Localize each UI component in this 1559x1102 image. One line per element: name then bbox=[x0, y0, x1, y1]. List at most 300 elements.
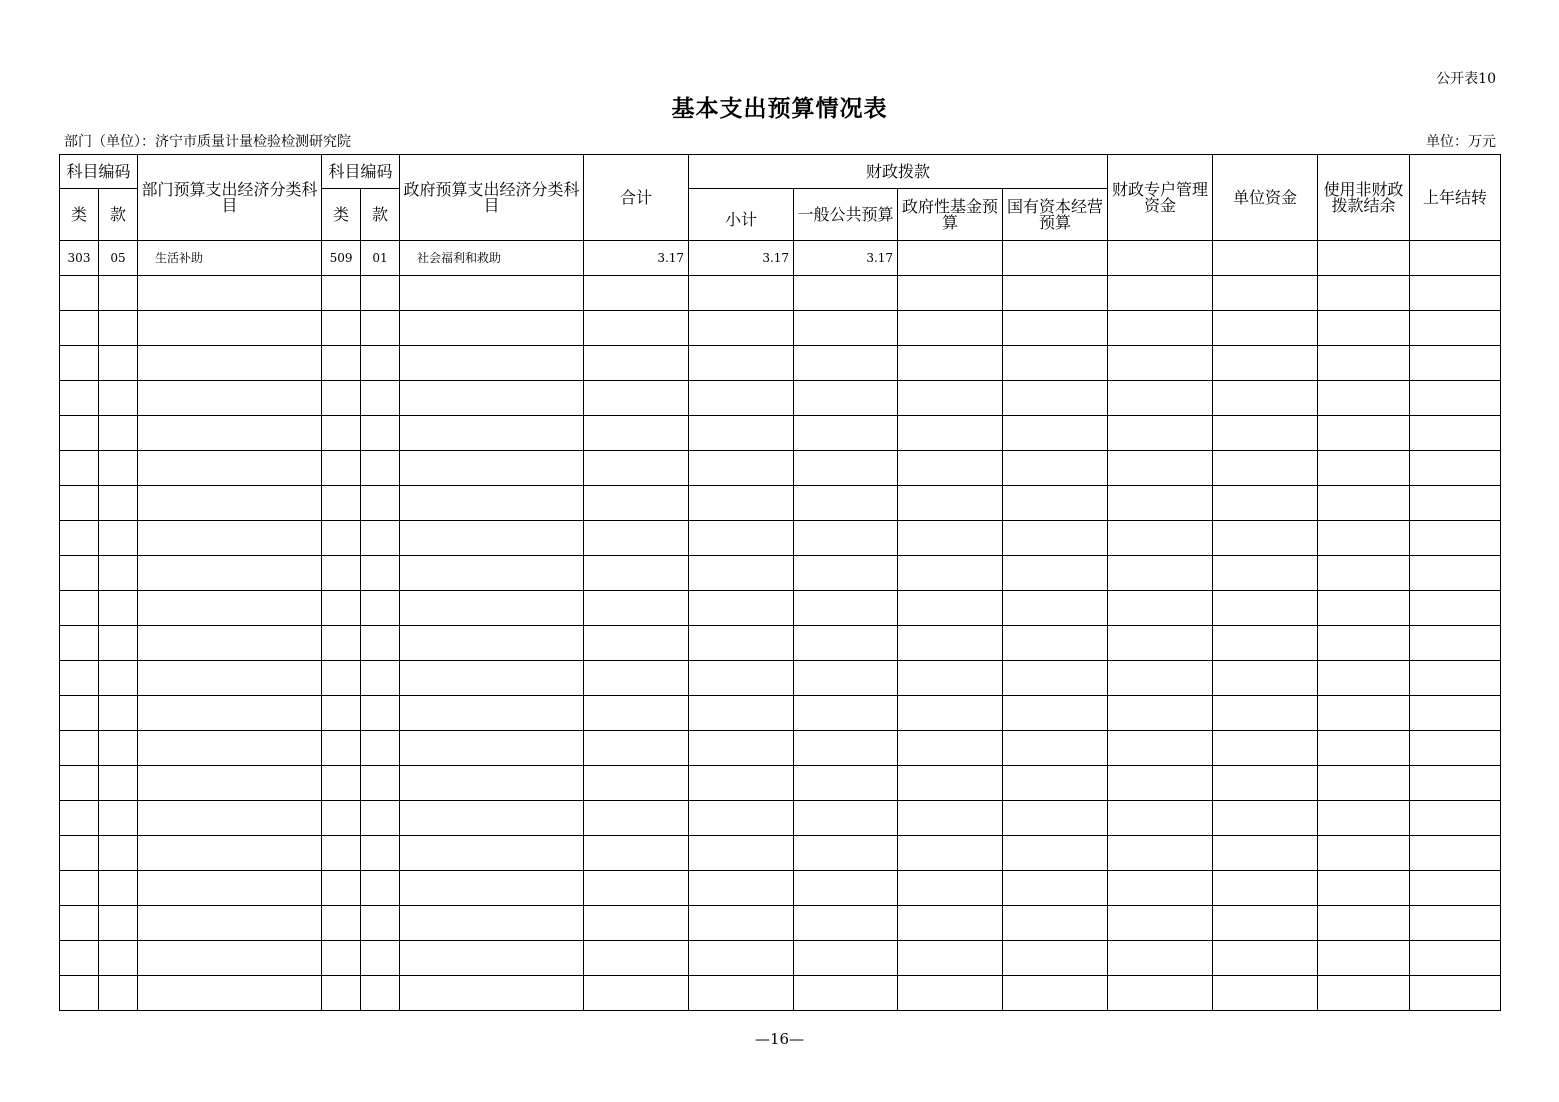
cell-subtotal bbox=[689, 626, 794, 661]
cell-kuan-gov bbox=[361, 486, 400, 521]
cell-gov-fund bbox=[898, 486, 1003, 521]
cell-unit-fund bbox=[1213, 836, 1318, 871]
table-row bbox=[60, 486, 1501, 521]
table-row bbox=[60, 731, 1501, 766]
cell-lei-dept bbox=[60, 731, 99, 766]
cell-total bbox=[584, 346, 689, 381]
table-row bbox=[60, 451, 1501, 486]
cell-state-capital bbox=[1003, 276, 1108, 311]
table-row bbox=[60, 801, 1501, 836]
cell-gov-fund bbox=[898, 276, 1003, 311]
cell-special-fund bbox=[1108, 941, 1213, 976]
cell-special-fund bbox=[1108, 381, 1213, 416]
cell-total bbox=[584, 731, 689, 766]
table-row bbox=[60, 906, 1501, 941]
cell-subtotal bbox=[689, 276, 794, 311]
cell-last-year bbox=[1410, 486, 1501, 521]
cell-dept-subject bbox=[138, 311, 322, 346]
cell-special-fund bbox=[1108, 311, 1213, 346]
cell-kuan-gov bbox=[361, 416, 400, 451]
cell-subtotal bbox=[689, 696, 794, 731]
cell-special-fund bbox=[1108, 486, 1213, 521]
budget-table bbox=[59, 154, 1501, 1011]
cell-lei-dept bbox=[60, 871, 99, 906]
cell-subtotal bbox=[689, 941, 794, 976]
cell-total bbox=[584, 591, 689, 626]
cell-gov-fund bbox=[898, 871, 1003, 906]
cell-state-capital bbox=[1003, 451, 1108, 486]
cell-state-capital bbox=[1003, 906, 1108, 941]
cell-total bbox=[584, 871, 689, 906]
table-row bbox=[60, 941, 1501, 976]
cell-kuan-dept bbox=[99, 276, 138, 311]
cell-general-budget bbox=[794, 556, 898, 591]
cell-lei-gov bbox=[322, 661, 361, 696]
cell-non-fiscal-balance bbox=[1318, 381, 1410, 416]
cell-state-capital bbox=[1003, 801, 1108, 836]
cell-unit-fund bbox=[1213, 276, 1318, 311]
cell-subtotal bbox=[689, 906, 794, 941]
cell-general-budget bbox=[794, 696, 898, 731]
cell-total bbox=[584, 661, 689, 696]
cell-lei-dept bbox=[60, 416, 99, 451]
cell-lei-gov bbox=[322, 416, 361, 451]
cell-non-fiscal-balance bbox=[1318, 451, 1410, 486]
cell-subtotal: 3.17 bbox=[689, 241, 794, 276]
cell-unit-fund bbox=[1213, 591, 1318, 626]
cell-total: 3.17 bbox=[584, 241, 689, 276]
cell-lei-dept bbox=[60, 556, 99, 591]
cell-dept-subject bbox=[138, 346, 322, 381]
cell-kuan-gov bbox=[361, 556, 400, 591]
cell-kuan-gov bbox=[361, 871, 400, 906]
cell-dept-subject bbox=[138, 556, 322, 591]
cell-total bbox=[584, 906, 689, 941]
cell-dept-subject bbox=[138, 451, 322, 486]
header-last-year: 上年结转 bbox=[1410, 155, 1501, 241]
cell-kuan-dept bbox=[99, 626, 138, 661]
cell-kuan-gov bbox=[361, 661, 400, 696]
cell-last-year bbox=[1410, 346, 1501, 381]
cell-dept-subject bbox=[138, 381, 322, 416]
cell-special-fund bbox=[1108, 626, 1213, 661]
cell-dept-subject bbox=[138, 591, 322, 626]
cell-special-fund bbox=[1108, 556, 1213, 591]
cell-subtotal bbox=[689, 731, 794, 766]
cell-kuan-dept bbox=[99, 416, 138, 451]
cell-special-fund bbox=[1108, 521, 1213, 556]
cell-last-year bbox=[1410, 871, 1501, 906]
cell-non-fiscal-balance bbox=[1318, 731, 1410, 766]
cell-state-capital bbox=[1003, 731, 1108, 766]
table-row bbox=[60, 626, 1501, 661]
cell-kuan-gov bbox=[361, 801, 400, 836]
cell-gov-fund bbox=[898, 451, 1003, 486]
cell-total bbox=[584, 976, 689, 1011]
cell-unit-fund bbox=[1213, 801, 1318, 836]
header-total: 合计 bbox=[584, 155, 689, 241]
cell-subtotal bbox=[689, 556, 794, 591]
cell-last-year bbox=[1410, 976, 1501, 1011]
cell-total bbox=[584, 381, 689, 416]
cell-gov-fund bbox=[898, 836, 1003, 871]
cell-lei-gov bbox=[322, 381, 361, 416]
cell-last-year bbox=[1410, 521, 1501, 556]
cell-lei-dept bbox=[60, 801, 99, 836]
cell-last-year bbox=[1410, 381, 1501, 416]
table-row bbox=[60, 661, 1501, 696]
cell-gov-subject bbox=[400, 311, 584, 346]
cell-special-fund bbox=[1108, 696, 1213, 731]
cell-total bbox=[584, 521, 689, 556]
cell-lei-gov: 509 bbox=[322, 241, 361, 276]
header-lei-dept: 类 bbox=[60, 189, 99, 241]
cell-lei-dept bbox=[60, 276, 99, 311]
table-row bbox=[60, 696, 1501, 731]
cell-lei-dept bbox=[60, 766, 99, 801]
cell-state-capital bbox=[1003, 311, 1108, 346]
cell-gov-fund bbox=[898, 521, 1003, 556]
cell-state-capital bbox=[1003, 416, 1108, 451]
cell-non-fiscal-balance bbox=[1318, 556, 1410, 591]
cell-kuan-dept bbox=[99, 836, 138, 871]
header-code-group-dept: 科目编码 bbox=[60, 155, 138, 189]
cell-unit-fund bbox=[1213, 241, 1318, 276]
cell-non-fiscal-balance bbox=[1318, 836, 1410, 871]
cell-lei-dept bbox=[60, 626, 99, 661]
cell-non-fiscal-balance bbox=[1318, 696, 1410, 731]
cell-gov-subject bbox=[400, 731, 584, 766]
table-row bbox=[60, 346, 1501, 381]
cell-unit-fund bbox=[1213, 696, 1318, 731]
cell-kuan-dept: 05 bbox=[99, 241, 138, 276]
cell-gov-subject bbox=[400, 836, 584, 871]
cell-dept-subject bbox=[138, 626, 322, 661]
cell-unit-fund bbox=[1213, 416, 1318, 451]
cell-gov-subject bbox=[400, 661, 584, 696]
cell-kuan-gov bbox=[361, 346, 400, 381]
table-row bbox=[60, 871, 1501, 906]
cell-non-fiscal-balance bbox=[1318, 311, 1410, 346]
cell-subtotal bbox=[689, 591, 794, 626]
cell-gov-subject bbox=[400, 766, 584, 801]
cell-kuan-gov bbox=[361, 276, 400, 311]
cell-general-budget bbox=[794, 871, 898, 906]
cell-state-capital bbox=[1003, 591, 1108, 626]
cell-state-capital bbox=[1003, 941, 1108, 976]
cell-subtotal bbox=[689, 801, 794, 836]
cell-gov-subject bbox=[400, 276, 584, 311]
cell-lei-gov bbox=[322, 766, 361, 801]
cell-non-fiscal-balance bbox=[1318, 276, 1410, 311]
cell-total bbox=[584, 836, 689, 871]
cell-lei-gov bbox=[322, 346, 361, 381]
cell-gov-subject bbox=[400, 416, 584, 451]
cell-state-capital bbox=[1003, 521, 1108, 556]
cell-last-year bbox=[1410, 906, 1501, 941]
cell-unit-fund bbox=[1213, 556, 1318, 591]
cell-general-budget bbox=[794, 766, 898, 801]
cell-last-year bbox=[1410, 731, 1501, 766]
cell-special-fund bbox=[1108, 836, 1213, 871]
cell-general-budget bbox=[794, 731, 898, 766]
cell-gov-subject bbox=[400, 486, 584, 521]
cell-lei-dept bbox=[60, 486, 99, 521]
cell-unit-fund bbox=[1213, 381, 1318, 416]
cell-lei-dept bbox=[60, 696, 99, 731]
cell-dept-subject: 生活补助 bbox=[138, 241, 322, 276]
cell-gov-fund bbox=[898, 556, 1003, 591]
cell-unit-fund bbox=[1213, 871, 1318, 906]
cell-kuan-dept bbox=[99, 871, 138, 906]
cell-kuan-dept bbox=[99, 381, 138, 416]
cell-subtotal bbox=[689, 311, 794, 346]
cell-lei-gov bbox=[322, 871, 361, 906]
cell-last-year bbox=[1410, 626, 1501, 661]
cell-state-capital bbox=[1003, 976, 1108, 1011]
cell-unit-fund bbox=[1213, 311, 1318, 346]
header-lei-gov: 类 bbox=[322, 189, 361, 241]
cell-general-budget bbox=[794, 661, 898, 696]
cell-total bbox=[584, 276, 689, 311]
cell-gov-subject bbox=[400, 346, 584, 381]
cell-special-fund bbox=[1108, 906, 1213, 941]
cell-state-capital bbox=[1003, 661, 1108, 696]
table-row bbox=[60, 381, 1501, 416]
cell-total bbox=[584, 311, 689, 346]
cell-state-capital bbox=[1003, 696, 1108, 731]
cell-state-capital bbox=[1003, 836, 1108, 871]
unit-label: 单位：万元 bbox=[1426, 134, 1496, 150]
cell-state-capital bbox=[1003, 486, 1108, 521]
cell-state-capital bbox=[1003, 346, 1108, 381]
cell-unit-fund bbox=[1213, 766, 1318, 801]
cell-lei-dept bbox=[60, 906, 99, 941]
department-label: 部门（单位）：济宁市质量计量检验检测研究院 bbox=[64, 134, 351, 150]
cell-special-fund bbox=[1108, 346, 1213, 381]
cell-dept-subject bbox=[138, 696, 322, 731]
cell-last-year bbox=[1410, 836, 1501, 871]
cell-lei-gov bbox=[322, 626, 361, 661]
cell-lei-dept bbox=[60, 661, 99, 696]
cell-subtotal bbox=[689, 976, 794, 1011]
cell-dept-subject bbox=[138, 941, 322, 976]
cell-dept-subject bbox=[138, 836, 322, 871]
page-title: 基本支出预算情况表 bbox=[671, 96, 888, 122]
cell-general-budget bbox=[794, 591, 898, 626]
cell-total bbox=[584, 696, 689, 731]
header-dept-subject: 部门预算支出经济分类科目 bbox=[138, 155, 322, 241]
header-gov-fund: 政府性基金预算 bbox=[898, 189, 1003, 241]
cell-total bbox=[584, 556, 689, 591]
cell-last-year bbox=[1410, 241, 1501, 276]
cell-lei-dept bbox=[60, 836, 99, 871]
cell-lei-gov bbox=[322, 276, 361, 311]
cell-general-budget bbox=[794, 346, 898, 381]
table-row bbox=[60, 976, 1501, 1011]
cell-gov-fund bbox=[898, 801, 1003, 836]
form-number: 公开表10 bbox=[1436, 71, 1496, 87]
cell-kuan-gov bbox=[361, 591, 400, 626]
cell-kuan-dept bbox=[99, 976, 138, 1011]
cell-unit-fund bbox=[1213, 521, 1318, 556]
cell-general-budget bbox=[794, 521, 898, 556]
cell-special-fund bbox=[1108, 731, 1213, 766]
page-number: —16— bbox=[754, 1030, 805, 1048]
table-body bbox=[60, 241, 1501, 1011]
header-state-capital: 国有资本经营预算 bbox=[1003, 189, 1108, 241]
cell-kuan-gov: 01 bbox=[361, 241, 400, 276]
cell-general-budget bbox=[794, 906, 898, 941]
cell-total bbox=[584, 766, 689, 801]
table-header bbox=[60, 155, 1501, 241]
cell-last-year bbox=[1410, 661, 1501, 696]
cell-dept-subject bbox=[138, 766, 322, 801]
cell-dept-subject bbox=[138, 661, 322, 696]
cell-lei-dept bbox=[60, 941, 99, 976]
header-fiscal-group: 财政拨款 bbox=[689, 155, 1108, 189]
cell-gov-fund bbox=[898, 416, 1003, 451]
cell-kuan-gov bbox=[361, 311, 400, 346]
cell-subtotal bbox=[689, 381, 794, 416]
cell-lei-gov bbox=[322, 556, 361, 591]
cell-special-fund bbox=[1108, 766, 1213, 801]
cell-lei-dept: 303 bbox=[60, 241, 99, 276]
cell-unit-fund bbox=[1213, 661, 1318, 696]
cell-gov-fund bbox=[898, 381, 1003, 416]
cell-general-budget bbox=[794, 801, 898, 836]
cell-kuan-dept bbox=[99, 766, 138, 801]
cell-special-fund bbox=[1108, 241, 1213, 276]
cell-subtotal bbox=[689, 346, 794, 381]
cell-dept-subject bbox=[138, 906, 322, 941]
cell-gov-fund bbox=[898, 731, 1003, 766]
cell-unit-fund bbox=[1213, 976, 1318, 1011]
cell-general-budget bbox=[794, 451, 898, 486]
cell-non-fiscal-balance bbox=[1318, 871, 1410, 906]
cell-lei-dept bbox=[60, 346, 99, 381]
cell-kuan-gov bbox=[361, 766, 400, 801]
cell-lei-dept bbox=[60, 451, 99, 486]
cell-kuan-dept bbox=[99, 521, 138, 556]
cell-dept-subject bbox=[138, 276, 322, 311]
cell-last-year bbox=[1410, 766, 1501, 801]
cell-last-year bbox=[1410, 556, 1501, 591]
cell-lei-gov bbox=[322, 801, 361, 836]
table-row bbox=[60, 276, 1501, 311]
cell-gov-subject: 社会福利和救助 bbox=[400, 241, 584, 276]
cell-kuan-dept bbox=[99, 941, 138, 976]
cell-gov-subject bbox=[400, 696, 584, 731]
cell-subtotal bbox=[689, 836, 794, 871]
cell-dept-subject bbox=[138, 731, 322, 766]
header-kuan-gov: 款 bbox=[361, 189, 400, 241]
table-row bbox=[60, 311, 1501, 346]
cell-subtotal bbox=[689, 871, 794, 906]
cell-general-budget bbox=[794, 311, 898, 346]
cell-lei-gov bbox=[322, 906, 361, 941]
cell-unit-fund bbox=[1213, 941, 1318, 976]
cell-kuan-gov bbox=[361, 521, 400, 556]
cell-unit-fund bbox=[1213, 451, 1318, 486]
table-row bbox=[60, 556, 1501, 591]
cell-gov-fund bbox=[898, 311, 1003, 346]
cell-gov-subject bbox=[400, 941, 584, 976]
cell-non-fiscal-balance bbox=[1318, 521, 1410, 556]
cell-non-fiscal-balance bbox=[1318, 416, 1410, 451]
cell-lei-dept bbox=[60, 521, 99, 556]
cell-special-fund bbox=[1108, 451, 1213, 486]
header-unit-fund: 单位资金 bbox=[1213, 155, 1318, 241]
cell-general-budget bbox=[794, 836, 898, 871]
cell-special-fund bbox=[1108, 591, 1213, 626]
cell-lei-dept bbox=[60, 976, 99, 1011]
cell-unit-fund bbox=[1213, 906, 1318, 941]
cell-lei-gov bbox=[322, 731, 361, 766]
cell-last-year bbox=[1410, 591, 1501, 626]
cell-gov-subject bbox=[400, 556, 584, 591]
cell-kuan-dept bbox=[99, 731, 138, 766]
cell-general-budget bbox=[794, 486, 898, 521]
cell-last-year bbox=[1410, 416, 1501, 451]
cell-last-year bbox=[1410, 311, 1501, 346]
cell-non-fiscal-balance bbox=[1318, 591, 1410, 626]
cell-total bbox=[584, 416, 689, 451]
cell-non-fiscal-balance bbox=[1318, 906, 1410, 941]
cell-total bbox=[584, 801, 689, 836]
cell-special-fund bbox=[1108, 276, 1213, 311]
cell-special-fund bbox=[1108, 661, 1213, 696]
cell-unit-fund bbox=[1213, 626, 1318, 661]
table-row bbox=[60, 836, 1501, 871]
cell-non-fiscal-balance bbox=[1318, 801, 1410, 836]
table-row bbox=[60, 416, 1501, 451]
cell-gov-subject bbox=[400, 976, 584, 1011]
cell-gov-fund bbox=[898, 976, 1003, 1011]
cell-gov-subject bbox=[400, 906, 584, 941]
cell-kuan-gov bbox=[361, 451, 400, 486]
cell-dept-subject bbox=[138, 521, 322, 556]
cell-lei-dept bbox=[60, 381, 99, 416]
cell-kuan-gov bbox=[361, 626, 400, 661]
cell-state-capital bbox=[1003, 626, 1108, 661]
cell-special-fund bbox=[1108, 871, 1213, 906]
cell-non-fiscal-balance bbox=[1318, 766, 1410, 801]
cell-last-year bbox=[1410, 941, 1501, 976]
cell-gov-fund bbox=[898, 346, 1003, 381]
cell-general-budget: 3.17 bbox=[794, 241, 898, 276]
cell-kuan-gov bbox=[361, 976, 400, 1011]
cell-gov-subject bbox=[400, 521, 584, 556]
cell-gov-subject bbox=[400, 801, 584, 836]
cell-kuan-dept bbox=[99, 451, 138, 486]
header-non-fiscal-balance: 使用非财政拨款结余 bbox=[1318, 155, 1410, 241]
cell-kuan-dept bbox=[99, 591, 138, 626]
cell-lei-gov bbox=[322, 941, 361, 976]
cell-non-fiscal-balance bbox=[1318, 346, 1410, 381]
cell-kuan-gov bbox=[361, 731, 400, 766]
header-general-budget: 一般公共预算 bbox=[794, 189, 898, 241]
cell-gov-fund bbox=[898, 906, 1003, 941]
cell-state-capital bbox=[1003, 871, 1108, 906]
cell-gov-subject bbox=[400, 381, 584, 416]
cell-general-budget bbox=[794, 941, 898, 976]
cell-kuan-dept bbox=[99, 486, 138, 521]
table-row bbox=[60, 521, 1501, 556]
cell-gov-fund bbox=[898, 241, 1003, 276]
cell-lei-gov bbox=[322, 836, 361, 871]
cell-subtotal bbox=[689, 766, 794, 801]
